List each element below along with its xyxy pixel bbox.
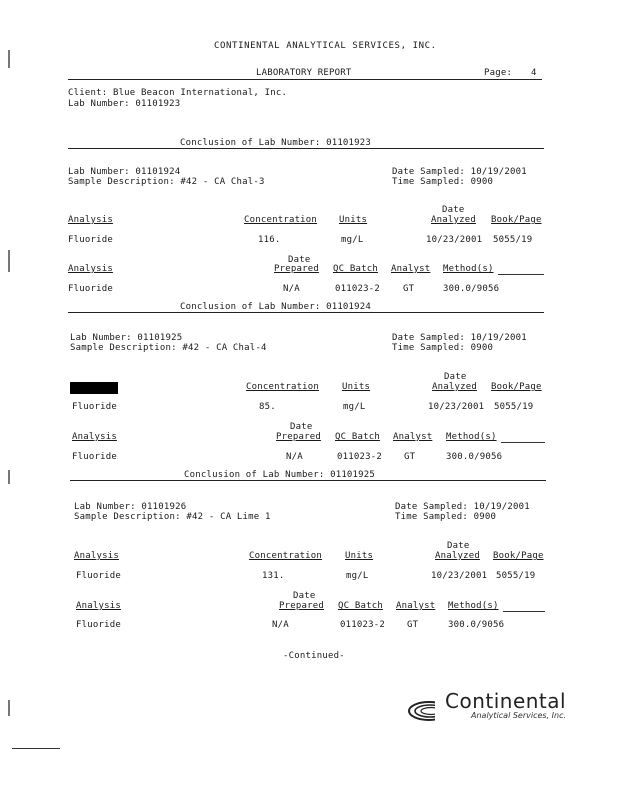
continued-note: -Continued- bbox=[283, 651, 345, 661]
result-analysis: Fluoride bbox=[68, 235, 113, 245]
result-units: mg/L bbox=[341, 235, 364, 245]
scan-edge-mark bbox=[8, 50, 10, 68]
analyzed-heading: Analyzed bbox=[432, 382, 477, 392]
result-units: mg/L bbox=[343, 402, 366, 412]
time-sampled: Time Sampled: 0900 bbox=[392, 177, 494, 187]
lab-number-line: Lab Number: 01101923 bbox=[68, 99, 181, 109]
date-heading: Date bbox=[442, 205, 465, 215]
method-heading: Method(s) bbox=[448, 601, 499, 611]
method-heading-rule bbox=[498, 274, 544, 275]
analyzed-heading: Analyzed bbox=[435, 551, 480, 561]
prepared-heading: Prepared bbox=[274, 264, 319, 274]
method-analysis-heading: Analysis bbox=[72, 432, 117, 442]
result-analyzed: 10/23/2001 bbox=[431, 571, 488, 581]
result-analyzed: 10/23/2001 bbox=[428, 402, 485, 412]
method-analyst: GT bbox=[407, 620, 419, 630]
qc-batch-heading: QC Batch bbox=[338, 601, 383, 611]
book-page-heading: Book/Page bbox=[491, 382, 542, 392]
units-heading: Units bbox=[342, 382, 371, 392]
method-prepared: N/A bbox=[283, 284, 300, 294]
analyzed-heading: Analyzed bbox=[431, 215, 476, 225]
method-number: 300.0/9056 bbox=[448, 620, 505, 630]
company-logo bbox=[405, 690, 580, 730]
analyst-heading: Analyst bbox=[391, 264, 431, 274]
conclusion-heading: Conclusion of Lab Number: 01101925 bbox=[184, 470, 376, 480]
time-sampled: Time Sampled: 0900 bbox=[395, 512, 497, 522]
result-concentration: 85. bbox=[259, 402, 276, 412]
date-sampled: Date Sampled: 10/19/2001 bbox=[392, 333, 527, 343]
result-units: mg/L bbox=[346, 571, 369, 581]
method-analyst: GT bbox=[404, 452, 416, 462]
logo-name: Continental bbox=[445, 689, 567, 713]
sample-lab-number: Lab Number: 01101925 bbox=[70, 333, 183, 343]
units-heading: Units bbox=[339, 215, 368, 225]
method-number: 300.0/9056 bbox=[446, 452, 503, 462]
concentration-heading: Concentration bbox=[244, 215, 318, 225]
result-analysis: Fluoride bbox=[72, 402, 117, 412]
page-label: Page: bbox=[484, 68, 513, 78]
time-sampled: Time Sampled: 0900 bbox=[392, 343, 494, 353]
conclusion-heading: Conclusion of Lab Number: 01101923 bbox=[180, 138, 372, 148]
date-sampled: Date Sampled: 10/19/2001 bbox=[395, 502, 530, 512]
scan-edge-mark bbox=[8, 250, 10, 272]
logo-swoosh-icon bbox=[405, 696, 449, 732]
method-heading-rule bbox=[501, 442, 545, 443]
method-analysis: Fluoride bbox=[72, 452, 117, 462]
result-book-page: 5055/19 bbox=[493, 235, 533, 245]
method-analysis-heading: Analysis bbox=[76, 601, 121, 611]
sample-description: Sample Description: #42 - CA Lime 1 bbox=[74, 512, 271, 522]
client-line: Client: Blue Beacon International, Inc. bbox=[68, 88, 288, 98]
analyst-heading: Analyst bbox=[396, 601, 436, 611]
method-qc-batch: 011023-2 bbox=[340, 620, 385, 630]
date-heading: Date bbox=[444, 372, 467, 382]
book-page-heading: Book/Page bbox=[493, 551, 544, 561]
book-page-heading: Book/Page bbox=[491, 215, 542, 225]
method-heading-rule bbox=[503, 611, 545, 612]
sample-description: Sample Description: #42 - CA Chal-3 bbox=[68, 177, 265, 187]
analysis-heading: Analysis bbox=[74, 551, 119, 561]
sample-description: Sample Description: #42 - CA Chal-4 bbox=[70, 343, 267, 353]
method-prepared: N/A bbox=[286, 452, 303, 462]
method-qc-batch: 011023-2 bbox=[337, 452, 382, 462]
method-prepared: N/A bbox=[272, 620, 289, 630]
sample-lab-number: Lab Number: 01101926 bbox=[74, 502, 187, 512]
header-rule bbox=[68, 79, 542, 80]
units-heading: Units bbox=[345, 551, 374, 561]
logo-subtitle: Analytical Services, Inc. bbox=[471, 711, 567, 720]
conclusion-rule bbox=[70, 480, 546, 481]
result-analyzed: 10/23/2001 bbox=[426, 235, 483, 245]
conclusion-heading: Conclusion of Lab Number: 01101924 bbox=[180, 302, 372, 312]
conclusion-rule bbox=[68, 312, 544, 313]
method-analysis: Fluoride bbox=[76, 620, 121, 630]
analyst-heading: Analyst bbox=[393, 432, 433, 442]
method-heading: Method(s) bbox=[446, 432, 497, 442]
result-book-page: 5055/19 bbox=[494, 402, 534, 412]
method-number: 300.0/9056 bbox=[443, 284, 500, 294]
method-date-heading: Date bbox=[290, 422, 313, 432]
qc-batch-heading: QC Batch bbox=[333, 264, 378, 274]
prepared-heading: Prepared bbox=[276, 432, 321, 442]
method-date-heading: Date bbox=[288, 255, 311, 265]
company-name: CONTINENTAL ANALYTICAL SERVICES, INC. bbox=[214, 41, 437, 51]
date-heading: Date bbox=[447, 541, 470, 551]
method-heading: Method(s) bbox=[443, 264, 494, 274]
result-book-page: 5055/19 bbox=[496, 571, 536, 581]
analysis-heading: Analysis bbox=[68, 215, 113, 225]
result-analysis: Fluoride bbox=[76, 571, 121, 581]
method-analysis: Fluoride bbox=[68, 284, 113, 294]
method-analysis-heading: Analysis bbox=[68, 264, 113, 274]
method-qc-batch: 011023-2 bbox=[335, 284, 380, 294]
prepared-heading: Prepared bbox=[279, 601, 324, 611]
page-number: 4 bbox=[531, 68, 537, 78]
concentration-heading: Concentration bbox=[246, 382, 320, 392]
scan-edge-line bbox=[12, 748, 60, 749]
conclusion-rule bbox=[68, 148, 544, 149]
report-title: LABORATORY REPORT bbox=[256, 68, 352, 78]
method-analyst: GT bbox=[403, 284, 415, 294]
concentration-heading: Concentration bbox=[249, 551, 323, 561]
scan-edge-mark bbox=[8, 470, 10, 484]
method-date-heading: Date bbox=[293, 591, 316, 601]
redaction-box bbox=[70, 382, 118, 394]
sample-lab-number: Lab Number: 01101924 bbox=[68, 167, 181, 177]
scan-edge-mark bbox=[8, 700, 10, 716]
result-concentration: 116. bbox=[258, 235, 281, 245]
result-concentration: 131. bbox=[262, 571, 285, 581]
date-sampled: Date Sampled: 10/19/2001 bbox=[392, 167, 527, 177]
qc-batch-heading: QC Batch bbox=[335, 432, 380, 442]
